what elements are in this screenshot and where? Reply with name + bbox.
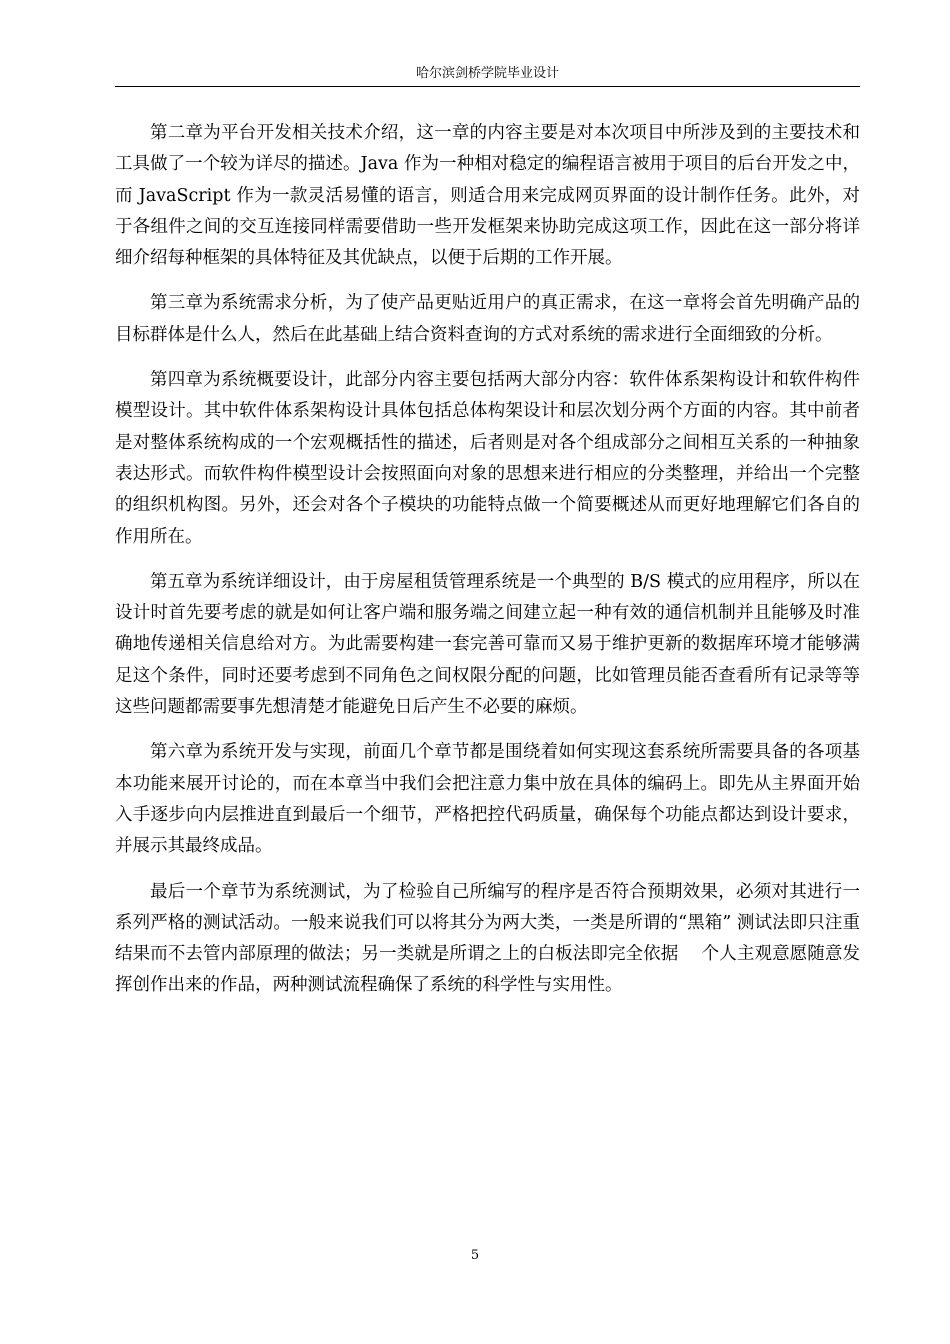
document-body [115,118,860,1016]
paragraph-chapter-6: 第六章为系统开发与实现，前面几个章节都是围绕着如何实现这套系统所需要具备的各项基本功能来展开讨论的，而在本章当中我们会把注意力集中放在具体的编码上。即先从主界面开始入手逐步向内层推进直到最后一个细节，严格把控代码质量，确保每个功能点都达到设计要求，并展示其最终成品。 [115,742,860,857]
paragraph-chapter-4: 第四章为系统概要设计，此部分内容主要包括两大部分内容：软件体系架构设计和软件构件模型设计。其中软件体系架构设计具体包括总体构架设计和层次划分两个方面的内容。其中前者是对整体系统构成的一个宏观概括性的描述，后者则是对各个组成部分之间相互关系的一种抽象表达形式。而软件构件模型设计会按照面向对象的思想来进行相应的分类整理，并给出一个完整的组织机构图。另外，还会对各个子模块的功能特点做一个简要概述从而更好地理解它们各自的作用所在。 [115,370,860,547]
paragraph-chapter-2: 第二章为平台开发相关技术介绍，这一章的内容主要是对本次项目中所涉及到的主要技术和工具做了一个较为详尽的描述。Java 作为一种相对稳定的编程语言被用于项目的后台开发之中，而 JavaScript 作为一款灵活易懂的语言，则适合用来完成网页界面的设计制作任务。此外，对于各组件之间的交互连接同样需要借助一些开发框架来协助完成这项工作，因此在这一部分将详细介绍每种框架的具体特征及其优缺点，以便于后期的工作开展。 [115,123,860,269]
page-number: 5 [470,1248,480,1263]
paragraph-final-chapter: 最后一个章节为系统测试，为了检验自己所编写的程序是否符合预期效果，必须对其进行一系列严格的测试活动。一般来说我们可以将其分为两大类，一类是所谓的“黑箱” 测试法即只注重结果而不去管内部原理的做法；另一类就是所谓之上的白板法即完全依据 个人主观意愿随意发挥创作出来的作品，两种测试流程确保了系统的科学性与实用性。 [115,881,860,996]
paragraph-chapter-5: 第五章为系统详细设计，由于房屋租赁管理系统是一个典型的 B/S 模式的应用程序，所以在设计时首先要考虑的就是如何让客户端和服务端之间建立起一种有效的通信机制并且能够及时准确地传递相关信息给对方。为此需要构建一套完善可靠而又易于维护更新的数据库环境才能够满足这个条件，同时还要考虑到不同角色之间权限分配的问题，比如管理员能否查看所有记录等等这些问题都需要事先想清楚才能避免日后产生不必要的麻烦。 [115,571,860,718]
header-title: 哈尔滨剑桥学院毕业设计 [415,66,559,81]
page-header [115,62,860,87]
paragraph-chapter-3: 第三章为系统需求分析，为了使产品更贴近用户的真正需求，在这一章将会首先明确产品的目标群体是什么人，然后在此基础上结合资料查询的方式对系统的需求进行全面细致的分析。 [115,293,860,345]
